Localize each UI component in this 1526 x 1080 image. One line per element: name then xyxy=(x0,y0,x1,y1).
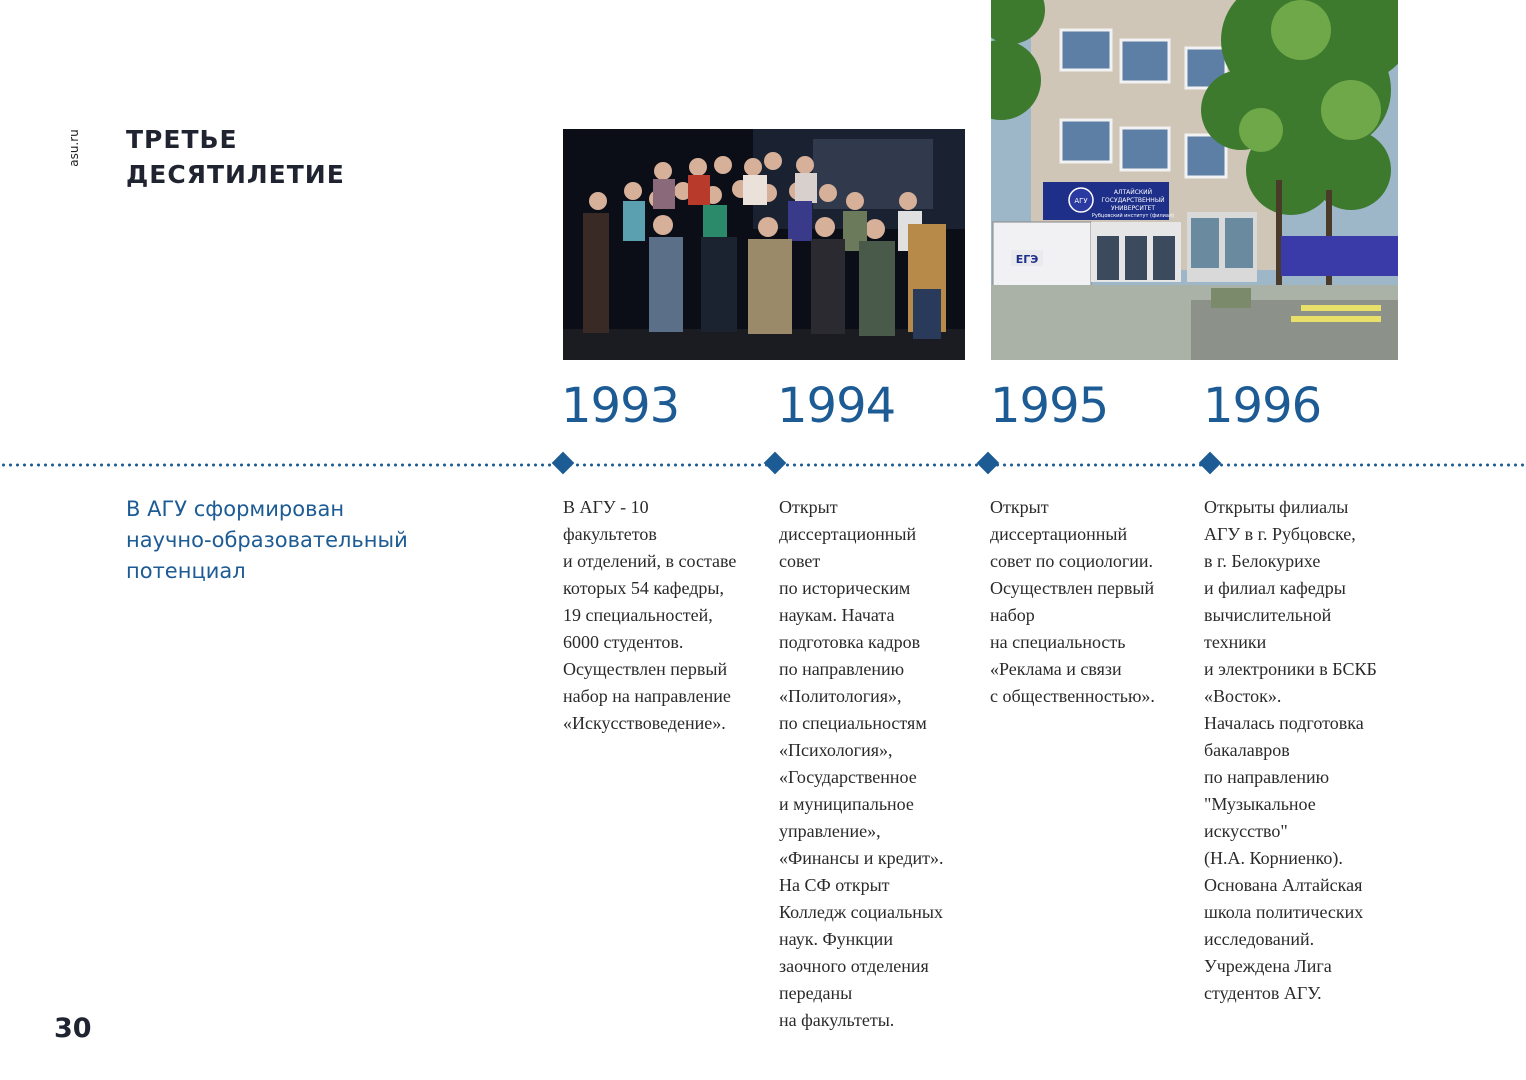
building-sign-text: АЛТАЙСКИЙ xyxy=(1113,189,1153,196)
group-photo-image xyxy=(563,129,965,360)
timeline-marker xyxy=(764,452,787,475)
svg-text:УНИВЕРСИТЕТ: УНИВЕРСИТЕТ xyxy=(1111,205,1155,212)
year-1993: 1993 xyxy=(561,378,680,434)
title-line: ТРЕТЬЕ xyxy=(126,125,238,154)
title-line: ДЕСЯТИЛЕТИЕ xyxy=(126,160,345,189)
year-1995: 1995 xyxy=(990,378,1109,434)
year-1996: 1996 xyxy=(1203,378,1322,434)
timeline-marker xyxy=(977,452,1000,475)
logo-text: АГУ xyxy=(1074,197,1088,205)
group-photo xyxy=(563,129,965,360)
timeline-marker xyxy=(552,452,575,475)
timeline-marker xyxy=(1199,452,1222,475)
timeline-text-1994: Открыт диссертационный совет по историческим наукам. Начата подготовка кадров по направлению «Политология», по специальностям «Психология», «Государственное и муниципальное управление», «Финансы и кредит». На СФ открыт Колледж социальных наук. Функции заочного отделения переданы на факультеты. xyxy=(779,497,944,1030)
svg-text:ГОСУДАРСТВЕННЫЙ: ГОСУДАРСТВЕННЫЙ xyxy=(1101,197,1165,204)
year-1994: 1994 xyxy=(777,378,896,434)
section-subtitle: В АГУ сформирован научно-образовательный потенциал xyxy=(126,497,408,583)
page-title xyxy=(126,122,345,192)
page-number: 30 xyxy=(54,1013,92,1044)
building-photo xyxy=(991,0,1398,360)
timeline-dotted-line xyxy=(0,463,1526,467)
timeline-text-1993: В АГУ - 10 факультетов и отделений, в составе которых 54 кафедры, 19 специальностей, 6000 студентов. Осуществлен первый набор на направление «Искусствоведение». xyxy=(563,497,737,733)
building-photo-image xyxy=(991,0,1398,360)
timeline-text-1996: Открыты филиалы АГУ в г. Рубцовске, в г. Белокурихе и филиал кафедры вычислительной техники и электроники в БСКБ «Восток». Началась подготовка бакалавров по направлению "Музыкальное искусство" (Н.А. Корниенко). Основана Алтайская школа политических исследований. Учреждена Лига студентов АГУ. xyxy=(1204,497,1377,1003)
site-url: asu.ru xyxy=(67,129,81,167)
banner-text: ЕГЭ xyxy=(1015,253,1039,266)
svg-text:Рубцовский институт (филиал): Рубцовский институт (филиал) xyxy=(1091,213,1175,219)
timeline-text-1995: Открыт диссертационный совет по социологии. Осуществлен первый набор на специальность «Реклама и связи с общественностью». xyxy=(990,497,1155,706)
